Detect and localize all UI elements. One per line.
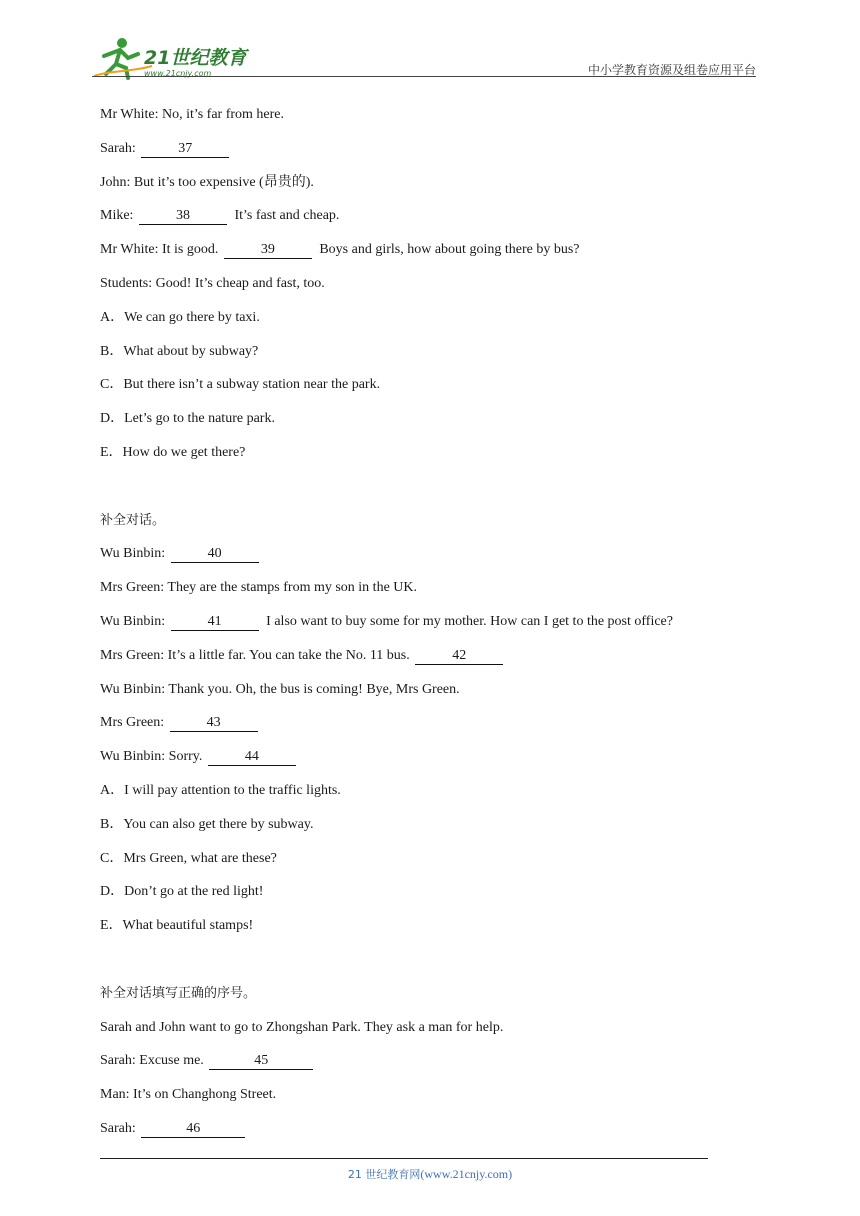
logo-url: www.21cnjy.com xyxy=(144,69,212,78)
dialogue-line: Mrs Green: 43 xyxy=(100,712,780,746)
section-instruction: 补全对话。 xyxy=(100,512,166,528)
section-instruction: 补全对话填写正确的序号。 xyxy=(100,985,257,1001)
dialogue-line: Wu Binbin: Sorry. 44 xyxy=(100,746,780,780)
footer-divider xyxy=(100,1158,708,1159)
dialogue-line: Students: Good! It’s cheap and fast, too. xyxy=(100,275,325,291)
option-item: B．You can also get there by subway. xyxy=(100,816,314,832)
dialogue-line: Man: It’s on Changhong Street. xyxy=(100,1087,277,1103)
answer-blank-38[interactable]: 38 xyxy=(139,208,227,225)
option-item: E．How do we get there? xyxy=(100,444,246,460)
dialogue-line: Sarah: 37 xyxy=(100,138,780,172)
dialogue-line: Mr White: It is good. 39 Boys and girls, how about going there by bus? xyxy=(100,242,580,258)
footer-site-url[interactable]: (www.21cnjy.com) xyxy=(420,1167,513,1181)
option-item: D．Don’t go at the red light! xyxy=(100,884,264,900)
page-footer xyxy=(0,1166,860,1182)
answer-blank-46[interactable]: 46 xyxy=(141,1121,245,1138)
answer-blank-43[interactable]: 43 xyxy=(170,715,258,732)
answer-blank-45[interactable]: 45 xyxy=(209,1053,313,1070)
answer-blank-41[interactable]: 41 xyxy=(171,614,259,631)
dialogue-line: Sarah and John want to go to Zhongshan Park. They ask a man for help. xyxy=(100,1019,504,1035)
site-logo xyxy=(92,36,262,80)
dialogue-line: Wu Binbin: 40 xyxy=(100,543,780,577)
answer-blank-42[interactable]: 42 xyxy=(415,648,503,665)
answer-blank-39[interactable]: 39 xyxy=(224,242,312,259)
header-divider xyxy=(92,76,756,77)
dialogue-line: John: But it’s too expensive (昂贵的). xyxy=(100,174,314,190)
page-header xyxy=(92,28,756,78)
option-item: C．Mrs Green, what are these? xyxy=(100,850,277,866)
dialogue-line: Mr White: No, it’s far from here. xyxy=(100,107,285,122)
dialogue-line: Sarah: 46 xyxy=(100,1118,780,1152)
dialogue-line: Sarah: Excuse me. 45 xyxy=(100,1050,780,1084)
option-item: D．Let’s go to the nature park. xyxy=(100,411,275,427)
document-body xyxy=(100,104,780,1152)
answer-blank-44[interactable]: 44 xyxy=(208,749,296,766)
option-item: B．What about by subway? xyxy=(100,343,259,359)
dialogue-line: Mike: 38 It’s fast and cheap. xyxy=(100,208,340,224)
footer-site-name: 21 世纪教育网 xyxy=(347,1168,421,1181)
option-item: C．But there isn’t a subway station near the park. xyxy=(100,377,381,393)
answer-blank-37[interactable]: 37 xyxy=(141,141,229,158)
platform-name: 中小学教育资源及组卷应用平台 xyxy=(587,63,756,77)
option-item: A．We can go there by taxi. xyxy=(100,309,260,325)
option-item: E．What beautiful stamps! xyxy=(100,918,254,934)
answer-blank-40[interactable]: 40 xyxy=(171,546,259,563)
option-item: A．I will pay attention to the traffic lights. xyxy=(100,782,341,798)
logo-text: 21世纪教育 xyxy=(144,47,247,69)
dialogue-line: Mrs Green: They are the stamps from my son in the UK. xyxy=(100,580,418,596)
dialogue-line: Wu Binbin: Thank you. Oh, the bus is coming! Bye, Mrs Green. xyxy=(100,681,460,697)
dialogue-line: Mrs Green: It’s a little far. You can take the No. 11 bus. 42 xyxy=(100,645,780,679)
dialogue-line: Wu Binbin: 41 I also want to buy some for my mother. How can I get to the post office? xyxy=(100,613,673,629)
